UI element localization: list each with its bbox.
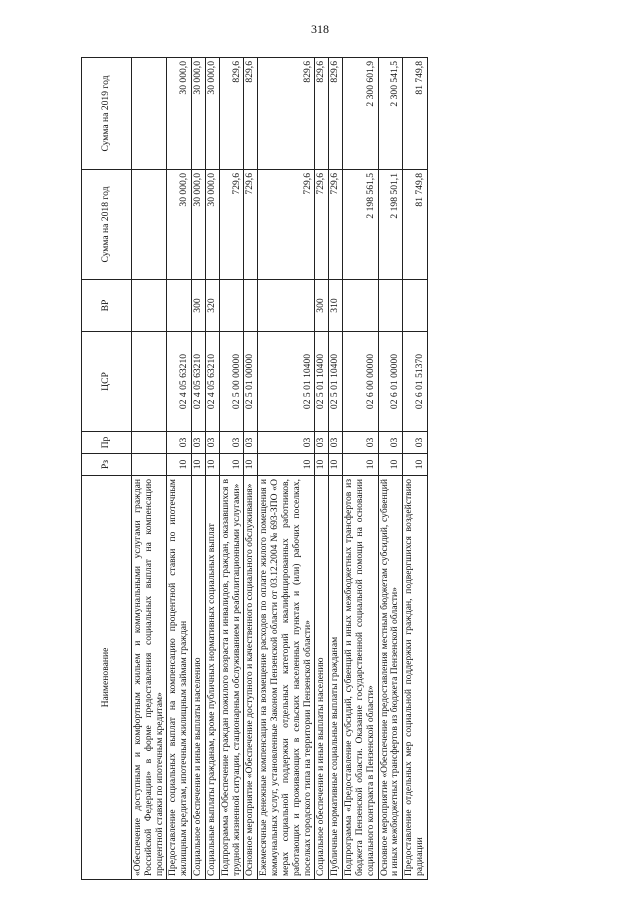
cell-name: Подпрограмма «Обеспечение граждан пожилого возраста и инвалидов, граждан, оказавшихся в трудной жизненной ситуации, стационарным обслуживанием и реабилитационными услугами»: [219, 476, 244, 880]
cell-name: Социальное обеспечение и иные выплаты населению: [192, 476, 206, 880]
cell-csr: 02 5 01 10400: [329, 332, 343, 432]
header-pr: Пр: [82, 432, 132, 454]
table-row: [329, 58, 343, 880]
cell-name: Предоставление отдельных мер социальной поддержки граждан, подвергшихся воздействию радиации: [403, 476, 428, 880]
cell-rz: 10: [378, 454, 403, 476]
cell-sum-2019: [132, 58, 167, 170]
cell-sum-2018: 729,6: [244, 170, 258, 280]
cell-csr: 02 4 05 63210: [192, 332, 206, 432]
cell-sum-2018: 30 000,0: [205, 170, 219, 280]
table-row: [219, 58, 244, 880]
cell-pr: 03: [378, 432, 403, 454]
cell-csr: 02 5 01 10400: [315, 332, 329, 432]
cell-csr: [132, 332, 167, 432]
budget-table: [81, 57, 428, 880]
cell-rz: 10: [244, 454, 258, 476]
table-row: [132, 58, 167, 880]
table-row: [403, 58, 428, 880]
rotated-table-container: [81, 58, 565, 880]
table-row: [167, 58, 192, 880]
page-number: 318: [311, 22, 329, 36]
table-row: [343, 58, 378, 880]
cell-sum-2019: 829,6: [219, 58, 244, 170]
cell-sum-2019: 829,6: [244, 58, 258, 170]
cell-vr: [132, 280, 167, 332]
cell-rz: 10: [258, 454, 315, 476]
cell-pr: 03: [244, 432, 258, 454]
cell-sum-2018: 2 198 501,1: [378, 170, 403, 280]
cell-sum-2019: 829,6: [329, 58, 343, 170]
cell-sum-2018: 729,6: [219, 170, 244, 280]
cell-sum-2018: 2 198 561,5: [343, 170, 378, 280]
table-row: [378, 58, 403, 880]
cell-csr: 02 6 01 00000: [378, 332, 403, 432]
table-row: [244, 58, 258, 880]
cell-rz: 10: [343, 454, 378, 476]
cell-vr: [403, 280, 428, 332]
cell-vr: 320: [205, 280, 219, 332]
cell-vr: [244, 280, 258, 332]
cell-vr: 300: [192, 280, 206, 332]
cell-sum-2018: 30 000,0: [167, 170, 192, 280]
table-row: [192, 58, 206, 880]
cell-vr: 310: [329, 280, 343, 332]
header-rz: Рз: [82, 454, 132, 476]
header-vr: ВР: [82, 280, 132, 332]
cell-vr: [378, 280, 403, 332]
cell-rz: 10: [403, 454, 428, 476]
cell-pr: 03: [192, 432, 206, 454]
table-header-row: [82, 58, 132, 880]
cell-pr: [132, 432, 167, 454]
cell-name: Подпрограмма «Предоставление субсидий, субвенций и иных межбюджетных трансфертов из бюджета Пензенской области. Оказание государственной социальной помощи на основании социального контракта в Пензенской области»: [343, 476, 378, 880]
cell-sum-2019: 829,6: [315, 58, 329, 170]
cell-sum-2018: 729,6: [258, 170, 315, 280]
cell-csr: 02 4 05 63210: [167, 332, 192, 432]
cell-csr: 02 6 01 51370: [403, 332, 428, 432]
cell-vr: [258, 280, 315, 332]
cell-pr: 03: [167, 432, 192, 454]
cell-sum-2019: 2 300 601,9: [343, 58, 378, 170]
cell-rz: 10: [205, 454, 219, 476]
cell-sum-2018: 729,6: [329, 170, 343, 280]
header-sum-2018: Сумма на 2018 год: [82, 170, 132, 280]
cell-vr: [219, 280, 244, 332]
cell-csr: 02 5 00 00000: [219, 332, 244, 432]
cell-csr: 02 5 01 10400: [258, 332, 315, 432]
cell-sum-2018: [132, 170, 167, 280]
cell-name: Основное мероприятие «Обеспечение доступного и качественного социального обслуживания»: [244, 476, 258, 880]
cell-rz: 10: [329, 454, 343, 476]
cell-name: Предоставление социальных выплат на компенсацию процентной ставки по ипотечным жилищным кредитам, ипотечным жилищным займам граждан: [167, 476, 192, 880]
cell-sum-2019: 829,6: [258, 58, 315, 170]
cell-pr: 03: [205, 432, 219, 454]
cell-pr: 03: [403, 432, 428, 454]
header-sum-2019: Сумма на 2019 год: [82, 58, 132, 170]
cell-sum-2018: 729,6: [315, 170, 329, 280]
cell-sum-2019: 30 000,0: [205, 58, 219, 170]
cell-sum-2019: 30 000,0: [192, 58, 206, 170]
cell-pr: 03: [258, 432, 315, 454]
cell-sum-2019: 30 000,0: [167, 58, 192, 170]
cell-sum-2018: 81 749,8: [403, 170, 428, 280]
cell-pr: 03: [329, 432, 343, 454]
cell-pr: 03: [315, 432, 329, 454]
cell-vr: [167, 280, 192, 332]
cell-pr: 03: [219, 432, 244, 454]
rotated-table-frame: [81, 58, 565, 880]
header-csr: ЦСР: [82, 332, 132, 432]
table-body: [132, 58, 428, 880]
cell-rz: [132, 454, 167, 476]
cell-vr: 300: [315, 280, 329, 332]
cell-name: Ежемесячные денежные компенсации на возмещение расходов по оплате жилого помещения и коммунальных услуг, установленные Законом Пензенской области от 03.12.2004 № 693-ЗПО «О мерах социальной поддержки отдельных категорий квалифицированных работников, работающих и проживающих в сельских населенных пунктах и (или) рабочих поселках, поселках городского типа на территории Пензенской области»: [258, 476, 315, 880]
cell-csr: 02 5 01 00000: [244, 332, 258, 432]
cell-vr: [343, 280, 378, 332]
cell-name: «Обеспечение доступным и комфортным жильем и коммунальными услугами граждан Российской Федерации» в форме предоставления социальных выплат на компенсацию процентной ставки по ипотечным кредитам»: [132, 476, 167, 880]
cell-name: Социальные выплаты гражданам, кроме публичных нормативных социальных выплат: [205, 476, 219, 880]
table-row: [205, 58, 219, 880]
cell-csr: 02 4 05 63210: [205, 332, 219, 432]
table-row: [258, 58, 315, 880]
cell-name: Социальное обеспечение и иные выплаты населению: [315, 476, 329, 880]
cell-csr: 02 6 00 00000: [343, 332, 378, 432]
cell-name: Основное мероприятие «Обеспечение предоставления местным бюджетам субсидий, субвенций и иных межбюджетных трансфертов из бюджета Пензенской области»: [378, 476, 403, 880]
cell-rz: 10: [192, 454, 206, 476]
cell-sum-2019: 81 749,8: [403, 58, 428, 170]
cell-pr: 03: [343, 432, 378, 454]
header-name: Наименование: [82, 476, 132, 880]
cell-name: Публичные нормативные социальные выплаты гражданам: [329, 476, 343, 880]
cell-rz: 10: [315, 454, 329, 476]
cell-sum-2019: 2 300 541,5: [378, 58, 403, 170]
cell-rz: 10: [219, 454, 244, 476]
cell-rz: 10: [167, 454, 192, 476]
table-row: [315, 58, 329, 880]
cell-sum-2018: 30 000,0: [192, 170, 206, 280]
